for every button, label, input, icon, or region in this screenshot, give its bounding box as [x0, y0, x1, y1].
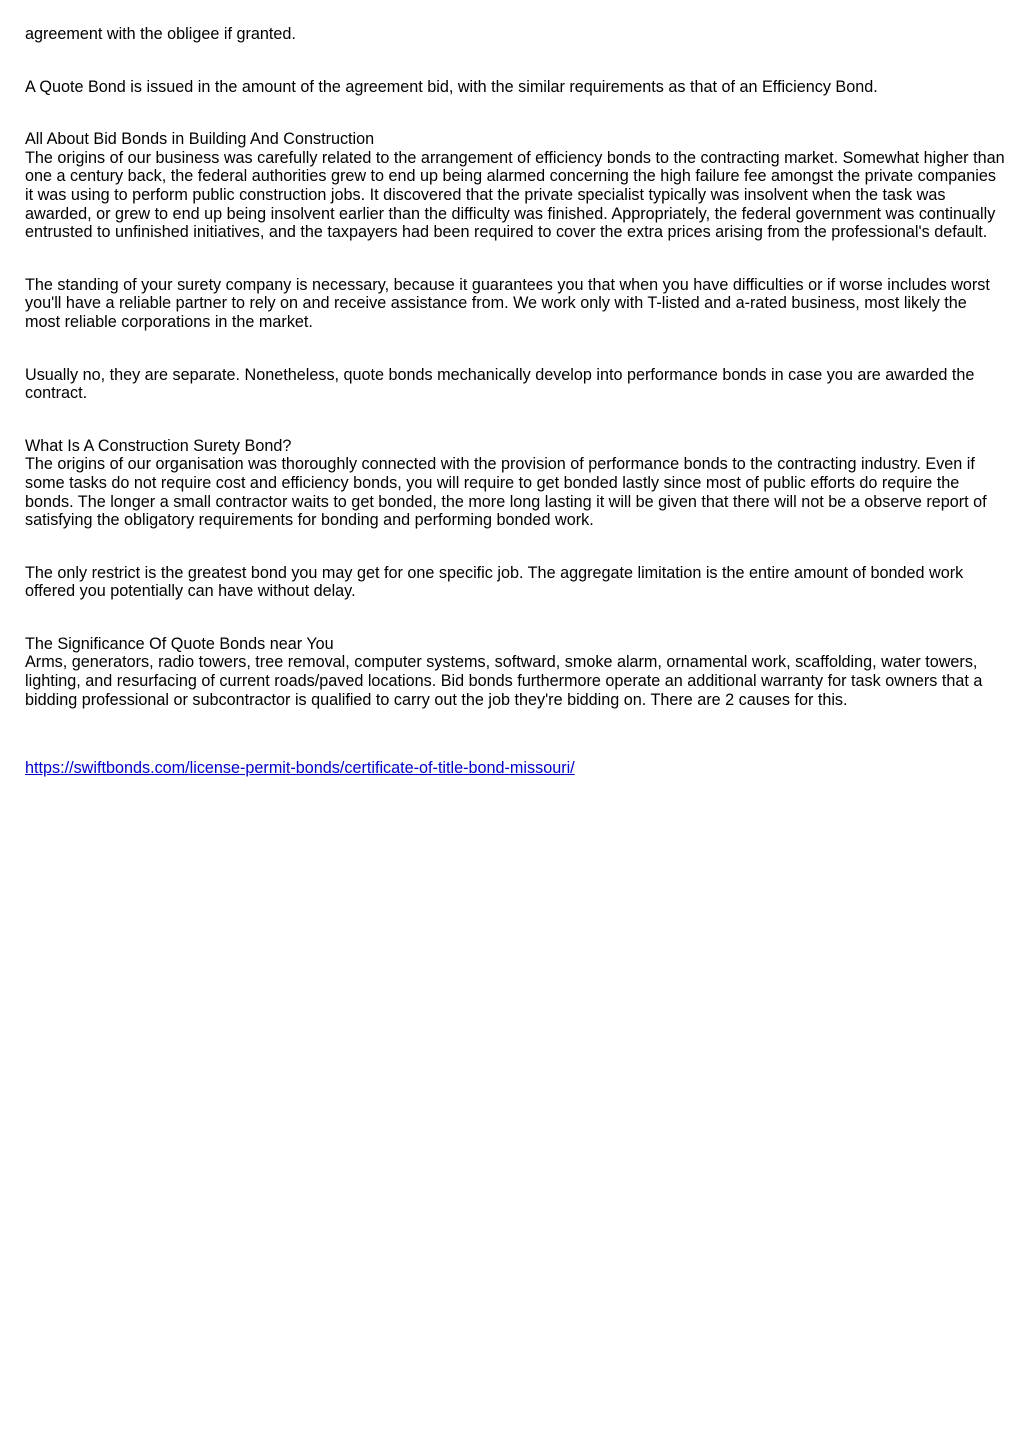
source-link[interactable]: https://swiftbonds.com/license-permit-bonds/certificate-of-title-bond-missouri/ — [25, 759, 575, 778]
paragraph-text: The only restrict is the greatest bond you may get for one specific job. The aggregate limitation is the entire amount of bonded work offered you potentially can have without delay. — [25, 563, 964, 601]
document-page — [25, 25, 1005, 778]
section-body: The origins of our organisation was thoroughly connected with the provision of performance bonds to the contracting industry. Even if some tasks do not require cost and efficiency bonds, you will require to get bonded lastly since most of public efforts do require the bonds. The longer a small contractor waits to get bonded, the more long lasting it will be given that there will not be a observe report of satisfying the obligatory requirements for bonding and performing bonded work. — [25, 455, 987, 530]
link-container — [25, 759, 1005, 778]
section-heading: All About Bid Bonds in Building And Construction — [25, 130, 375, 149]
section-body: Arms, generators, radio towers, tree removal, computer systems, softward, smoke alarm, ornamental work, scaffolding, water towers, lighting, and resurfacing of current roads/paved locations. Bid bonds furthermore operate an additional warranty for task owners that a bidding professional or subcontractor is qualified to carry out the job they're bidding on. There are 2 causes for this. — [25, 653, 983, 709]
section-body: The origins of our business was carefully related to the arrangement of efficiency bonds to the contracting market. Somewhat higher than one a century back, the federal authorities grew to end up being alarmed concerning the high failure fee amongst the private companies it was using to perform public construction jobs. It discovered that the private specialist typically was insolvent when the task was awarded, or grew to end up being insolvent earlier than the difficulty was finished. Appropriately, the federal government was continually entrusted to unfinished initiatives, and the taxpayers had been required to cover the extra prices arising from the professional's default. — [25, 148, 1005, 242]
paragraph-text: The standing of your surety company is necessary, because it guarantees you that when you have difficulties or if worse includes worst you'll have a reliable partner to rely on and receive assistance from. We work only with T-listed and a-rated business, most likely the most reliable corporations in the market. — [25, 275, 990, 331]
paragraph-text: Usually no, they are separate. Nonetheless, quote bonds mechanically develop into performance bonds in case you are awarded the contract. — [25, 365, 975, 403]
paragraph-surety-standing — [25, 276, 1005, 332]
section-construction-surety — [25, 437, 1005, 530]
paragraph-1 — [25, 25, 1005, 44]
paragraph-2 — [25, 78, 1005, 97]
paragraph-1-text: agreement with the obligee if granted. — [25, 25, 296, 43]
section-quote-bonds-significance — [25, 635, 1005, 709]
paragraph-bond-limit — [25, 564, 1005, 601]
section-heading: The Significance Of Quote Bonds near You — [25, 634, 334, 653]
paragraph-separate-bonds — [25, 366, 1005, 403]
section-bid-bonds — [25, 130, 1005, 242]
paragraph-2-text: A Quote Bond is issued in the amount of the agreement bid, with the similar requirements as that of an Efficiency Bond. — [25, 77, 878, 96]
section-heading: What Is A Construction Surety Bond? — [25, 436, 292, 455]
